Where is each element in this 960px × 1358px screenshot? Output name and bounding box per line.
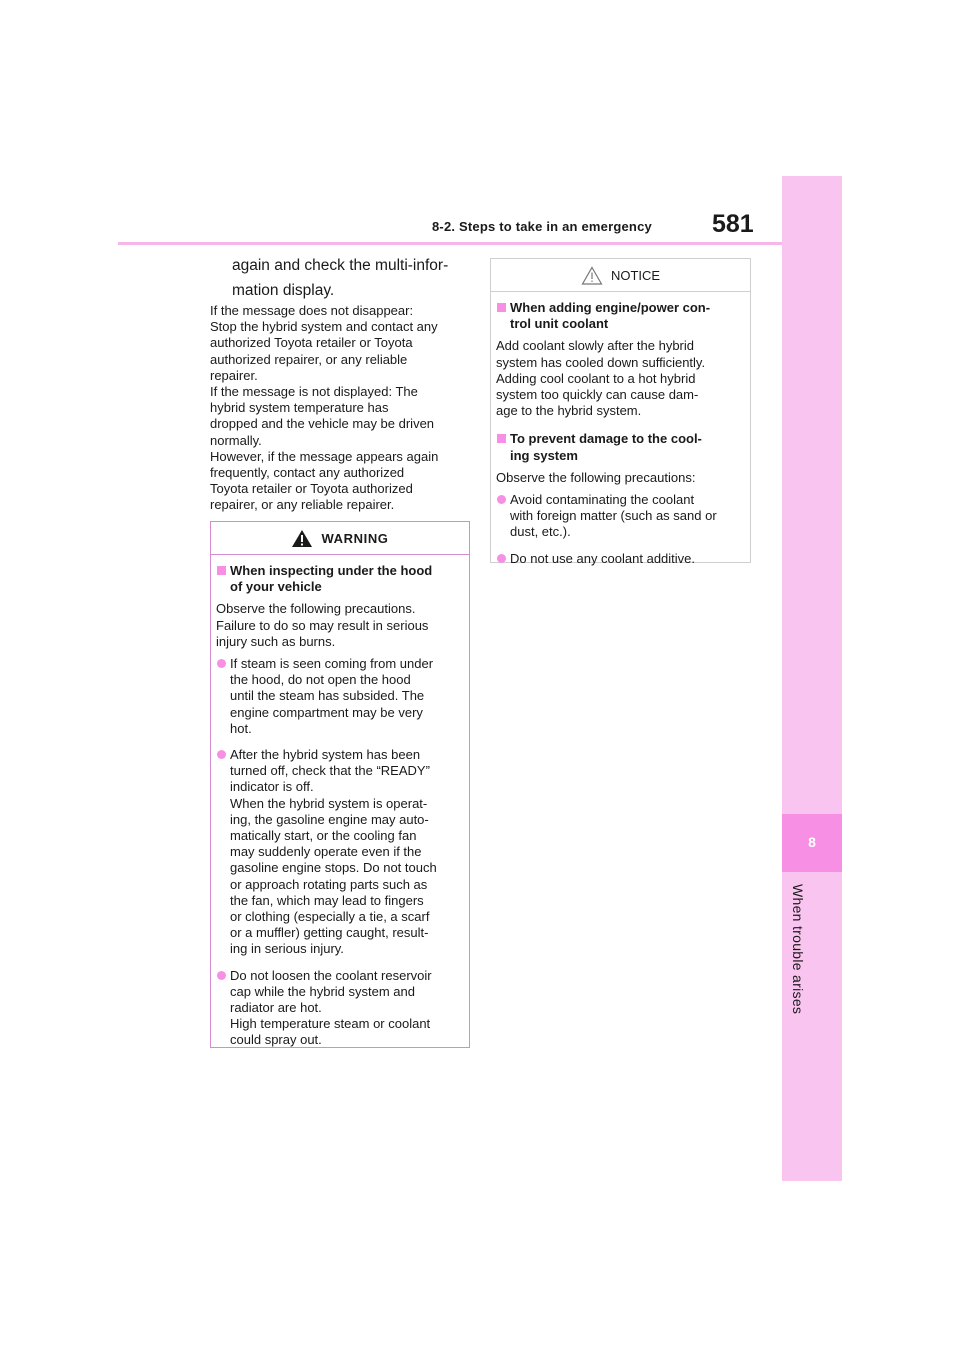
bullet-line: indicator is off. <box>230 779 314 795</box>
dot-bullet-icon <box>497 554 506 563</box>
bullet-line: turned off, check that the “READY” <box>230 763 430 779</box>
bullet-line: High temperature steam or coolant <box>230 1016 431 1032</box>
warning-box <box>210 521 470 1048</box>
notice-label: NOTICE <box>610 267 661 283</box>
warning-label: WARNING <box>321 530 389 546</box>
heading-line: To prevent damage to the cool- <box>510 431 702 447</box>
bullet-line: radiator are hot. <box>230 1000 322 1016</box>
bullet-line: or approach rotating parts such as <box>230 876 428 892</box>
text-line: Adding cool coolant to a hot hybrid <box>496 370 696 386</box>
section-title: 8-2. Steps to take in an emergency <box>432 219 652 234</box>
notice-heading-2 <box>496 431 745 463</box>
body-line: If the message does not disappear: <box>210 303 414 318</box>
bullet-line: could spray out. <box>230 1032 322 1048</box>
bullet-line: cap while the hybrid system and <box>230 983 415 999</box>
bullet-line: or clothing (especially a tie, a scarf <box>230 909 430 925</box>
body-line: frequently, contact any authorized <box>210 465 405 481</box>
body-line: authorized repairer, or any reliable <box>210 351 408 367</box>
bullet-line: matically start, or the cooling fan <box>230 828 417 844</box>
body-text <box>210 303 472 514</box>
bullet-line: gasoline engine stops. Do not touch <box>230 860 437 876</box>
warning-bullet <box>216 968 464 1049</box>
page-number: 581 <box>712 210 754 238</box>
bullet-line: ing, the gasoline engine may auto- <box>230 811 429 827</box>
bullet-line: may suddenly operate even if the <box>230 844 422 860</box>
heading-line: trol unit coolant <box>510 316 609 332</box>
bullet-line: Avoid contaminating the coolant <box>510 492 695 508</box>
dot-bullet-icon <box>217 750 226 759</box>
text-line: age to the hybrid system. <box>496 403 642 419</box>
bullet-line: hot. <box>230 720 252 736</box>
body-line: repairer. <box>210 367 258 383</box>
intro-text <box>232 253 472 303</box>
intro-line: again and check the multi-infor- <box>232 257 449 274</box>
heading-line: When adding engine/power con- <box>510 300 711 315</box>
body-line: However, if the message appears again <box>210 448 439 464</box>
warning-header <box>211 522 469 555</box>
dot-bullet-icon <box>497 495 506 504</box>
bullet-line: the hood, do not open the hood <box>230 672 411 688</box>
square-bullet-icon <box>497 303 506 312</box>
text-line: system has cooled down sufficiently. <box>496 354 706 370</box>
text-line: Observe the following precautions. <box>216 601 416 617</box>
notice-box <box>490 258 751 566</box>
body-line: dropped and the vehicle may be driven <box>210 416 435 432</box>
warning-triangle-icon <box>291 529 313 548</box>
heading-line: ing system <box>510 447 578 463</box>
heading-line: When inspecting under the hood <box>230 563 433 578</box>
bullet-line: with foreign matter (such as sand or <box>510 508 717 524</box>
warning-heading <box>216 563 464 595</box>
notice-content <box>491 292 750 567</box>
bullet-line: until the steam has subsided. The <box>230 688 425 704</box>
notice-bullet <box>496 551 745 567</box>
notice-header <box>491 259 750 292</box>
warning-content <box>211 555 469 1049</box>
body-line: repairer, or any reliable repairer. <box>210 497 395 513</box>
heading-line: of your vehicle <box>230 579 322 595</box>
body-line: Toyota retailer or Toyota authorized <box>210 481 413 497</box>
bullet-line: the fan, which may lead to fingers <box>230 892 424 908</box>
body-line: normally. <box>210 432 262 448</box>
notice-bullet <box>496 492 745 541</box>
dot-bullet-icon <box>217 659 226 668</box>
bullet-line: If steam is seen coming from under <box>230 656 434 672</box>
bullet-line: dust, etc.). <box>510 524 571 540</box>
body-line: Stop the hybrid system and contact any <box>210 319 438 335</box>
bullet-line: Do not loosen the coolant reservoir <box>230 967 432 983</box>
caution-triangle-icon <box>581 266 603 285</box>
warning-intro <box>216 601 464 650</box>
body-line: If the message is not displayed: The <box>210 384 418 400</box>
bullet-line: Do not use any coolant additive. <box>510 550 696 566</box>
header-rule <box>118 242 782 245</box>
bullet-line: engine compartment may be very <box>230 704 423 720</box>
text-line: Add coolant slowly after the hybrid <box>496 338 694 354</box>
intro-line: mation display. <box>232 282 335 299</box>
text-line: injury such as burns. <box>216 633 336 649</box>
text-line: Observe the following precautions: <box>496 469 696 485</box>
body-line: hybrid system temperature has <box>210 400 389 416</box>
square-bullet-icon <box>497 434 506 443</box>
chapter-number: 8 <box>808 834 816 850</box>
warning-bullet <box>216 747 464 958</box>
warning-bullet <box>216 656 464 737</box>
text-line: Failure to do so may result in serious <box>216 617 429 633</box>
bullet-line: After the hybrid system has been <box>230 747 421 763</box>
body-line: authorized Toyota retailer or Toyota <box>210 335 413 351</box>
notice-heading-1 <box>496 300 745 332</box>
notice-text-1 <box>496 338 745 419</box>
chapter-side-tab <box>782 176 842 1181</box>
square-bullet-icon <box>217 566 226 575</box>
notice-text-2 <box>496 470 745 486</box>
bullet-line: ing in serious injury. <box>230 941 344 957</box>
bullet-line: When the hybrid system is operat- <box>230 795 428 811</box>
bullet-line: or a muffler) getting caught, result- <box>230 925 429 941</box>
dot-bullet-icon <box>217 971 226 980</box>
chapter-title: When trouble arises <box>790 884 806 1015</box>
text-line: system too quickly can cause dam- <box>496 387 699 403</box>
